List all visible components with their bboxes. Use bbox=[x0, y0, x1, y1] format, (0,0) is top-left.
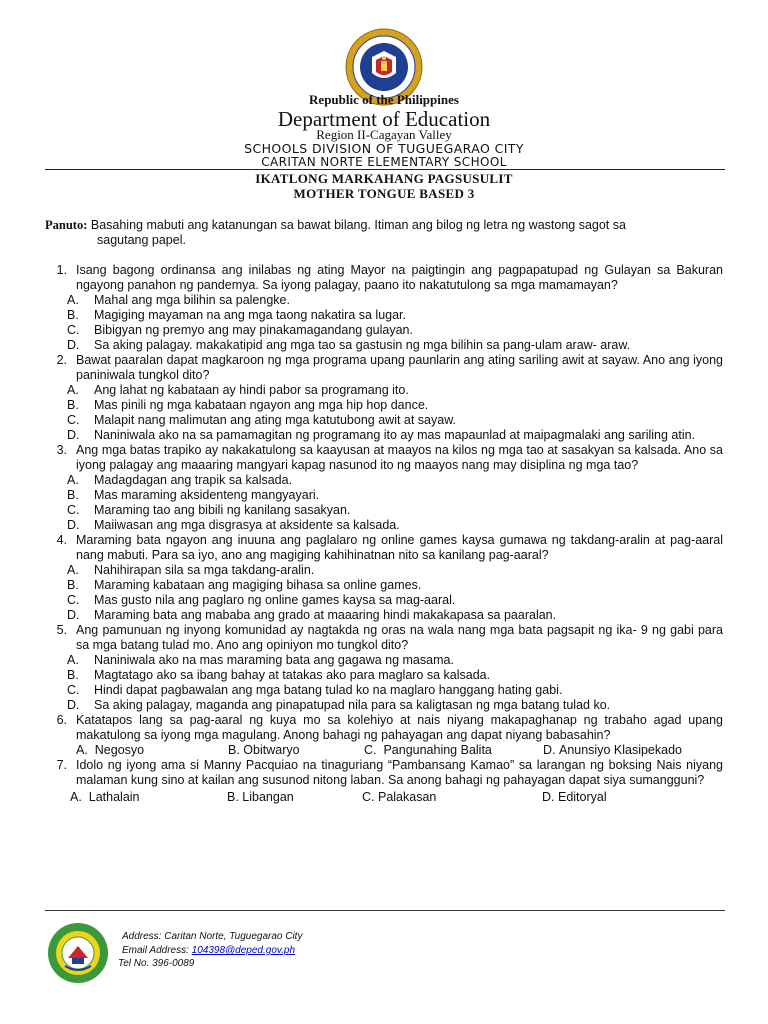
option-letter: B. bbox=[227, 790, 239, 804]
option-text: Maraming tao ang bibili ng kanilang sasakyan. bbox=[94, 503, 351, 517]
question-3 bbox=[45, 443, 727, 533]
option-text: Naniniwala ako na sa pamamagitan ng programang ito ay mas mapaunlad at maipagmalaki ang sariling atin. bbox=[94, 428, 696, 442]
option-letter: D. bbox=[67, 428, 80, 442]
question-number: 7. bbox=[56, 758, 67, 772]
option-letter: A. bbox=[76, 743, 88, 757]
question-stem: Katatapos lang sa pag-aaral ng kuya mo sa kolehiyo at nais niyang makapaghanap ng trabaho agad upang makatulong sa iyong mga magulang. Anong bahagi ng pahayagan ang dapat niyang babasahin? bbox=[76, 713, 723, 742]
option-text: Negosyo bbox=[94, 743, 145, 757]
option-letter: A. bbox=[70, 790, 82, 804]
option-d[interactable] bbox=[45, 698, 727, 713]
question-number: 5. bbox=[56, 623, 67, 637]
option-text: Libangan bbox=[242, 790, 294, 804]
option-text: Nahihirapan sila sa mga takdang-aralin. bbox=[94, 563, 315, 577]
directions-text-cont: sagutang papel. bbox=[97, 233, 186, 247]
option-letter: A. bbox=[67, 473, 79, 487]
footer-contact bbox=[122, 930, 302, 958]
option-d[interactable] bbox=[543, 743, 682, 758]
option-letter: C. bbox=[67, 413, 80, 427]
option-a[interactable] bbox=[45, 383, 727, 398]
option-text: Maraming bata ang mababa ang grado at maaaring hindi makakapasa sa paaralan. bbox=[94, 608, 557, 622]
option-text: Madagdagan ang trapik sa kalsada. bbox=[94, 473, 293, 487]
option-a[interactable] bbox=[76, 743, 144, 758]
option-text: Obitwaryo bbox=[243, 743, 300, 757]
option-letter: D. bbox=[67, 518, 80, 532]
option-text: Sa aking palagay. makakatipid ang mga tao sa gastusin ng mga bilihin sa pang-ulam araw- araw. bbox=[94, 338, 631, 352]
option-c[interactable] bbox=[45, 593, 727, 608]
question-number: 1. bbox=[56, 263, 67, 277]
option-b[interactable] bbox=[227, 790, 294, 805]
option-text: Mahal ang mga bilihin sa palengke. bbox=[94, 293, 290, 307]
region-line: Region II-Cagayan Valley bbox=[316, 127, 452, 142]
footer-email-label: Email Address: bbox=[122, 945, 192, 956]
question-list bbox=[45, 263, 727, 805]
option-letter: B. bbox=[228, 743, 240, 757]
inline-options bbox=[45, 790, 727, 805]
option-a[interactable] bbox=[45, 563, 727, 578]
question-7 bbox=[45, 758, 727, 805]
option-text: Mas pinili ng mga kabataan ngayon ang mga hip hop dance. bbox=[94, 398, 429, 412]
option-text: Sa aking palagay, maganda ang pinapatupad nila para sa kaligtasan ng mga batang tulad ko. bbox=[94, 698, 611, 712]
email-link[interactable]: 104398@deped.gov.ph bbox=[191, 945, 296, 956]
option-text: Anunsiyo Klasipekado bbox=[558, 743, 682, 757]
option-letter: B. bbox=[67, 668, 79, 682]
inline-options bbox=[45, 743, 727, 758]
option-letter: D. bbox=[67, 608, 80, 622]
option-b[interactable] bbox=[45, 398, 727, 413]
subject-title: MOTHER TONGUE BASED 3 bbox=[293, 186, 475, 201]
option-text: Palakasan bbox=[377, 790, 437, 804]
option-text: Lathalain bbox=[88, 790, 140, 804]
option-text: Maraming kabataan ang magiging bihasa sa online games. bbox=[94, 578, 422, 592]
option-text: Hindi dapat pagbawalan ang mga batang tulad ko na maglaro hanggang hating gabi. bbox=[94, 683, 563, 697]
question-number: 2. bbox=[56, 353, 67, 367]
option-d[interactable] bbox=[45, 518, 727, 533]
division-line: SCHOOLS DIVISION OF TUGUEGARAO CITY bbox=[244, 141, 524, 156]
option-text: Naniniwala ako na mas maraming bata ang gagawa ng masama. bbox=[94, 653, 454, 667]
footer-telephone: Tel No. 396-0089 bbox=[118, 958, 195, 969]
option-d[interactable] bbox=[542, 790, 607, 805]
option-b[interactable] bbox=[45, 488, 727, 503]
option-c[interactable] bbox=[45, 413, 727, 428]
option-letter: D. bbox=[67, 698, 80, 712]
option-letter: B. bbox=[67, 398, 79, 412]
option-a[interactable] bbox=[45, 293, 727, 308]
question-stem: Ang mga batas trapiko ay nakakatulong sa kaayusan at maayos na kilos ng mga tao at sasakyan sa kalsada. Ano sa iyong palagay ang maaaring mangyari kapag nasunod ito ng maayos nang may disiplina ng mga tao? bbox=[76, 443, 723, 472]
question-stem: Isang bagong ordinansa ang inilabas ng ating Mayor na paigtingin ang pagpapatupad ng Gulayan sa Bakuran ngayong panahon ng pandemya. Sa iyong palagay, paano ito nakatutulong sa mga mamamayan? bbox=[76, 263, 723, 292]
option-a[interactable] bbox=[70, 790, 140, 805]
question-number: 4. bbox=[56, 533, 67, 547]
republic-line: Republic of the Philippines bbox=[309, 92, 459, 107]
option-c[interactable] bbox=[364, 743, 492, 758]
directions bbox=[45, 218, 725, 248]
option-b[interactable] bbox=[45, 668, 727, 683]
option-a[interactable] bbox=[45, 473, 727, 488]
school-logo-icon bbox=[47, 922, 109, 984]
option-text: Editoryal bbox=[557, 790, 607, 804]
question-6 bbox=[45, 713, 727, 758]
option-b[interactable] bbox=[228, 743, 300, 758]
directions-label: Panuto: bbox=[45, 218, 88, 232]
header-divider bbox=[45, 169, 725, 170]
option-letter: D. bbox=[543, 743, 556, 757]
option-letter: A. bbox=[67, 383, 79, 397]
option-letter: C. bbox=[67, 593, 80, 607]
question-1 bbox=[45, 263, 727, 353]
question-2 bbox=[45, 353, 727, 443]
department-title: Department of Education bbox=[277, 107, 491, 131]
footer-divider bbox=[45, 910, 725, 911]
question-4 bbox=[45, 533, 727, 623]
option-letter: C. bbox=[364, 743, 377, 757]
question-stem: Maraming bata ngayon ang inuuna ang paglalaro ng online games kaysa gumawa ng takdang-aralin at pag-aaral nang mabuti. Para sa iyo, ano ang magiging kahihinatnan nito sa kanilang pag-aaral? bbox=[76, 533, 723, 562]
option-b[interactable] bbox=[45, 578, 727, 593]
option-c[interactable] bbox=[45, 683, 727, 698]
option-text: Ang lahat ng kabataan ay hindi pabor sa programang ito. bbox=[94, 383, 409, 397]
option-letter: C. bbox=[362, 790, 375, 804]
option-text: Mas gusto nila ang paglaro ng online games kaysa sa mag-aaral. bbox=[94, 593, 456, 607]
option-d[interactable] bbox=[45, 338, 727, 353]
exam-title: IKATLONG MARKAHANG PAGSUSULIT bbox=[255, 171, 513, 186]
question-number: 6. bbox=[56, 713, 67, 727]
option-c[interactable] bbox=[362, 790, 436, 805]
option-a[interactable] bbox=[45, 653, 727, 668]
option-text: Magtatago ako sa ibang bahay at tatakas ako para maglaro sa kalsada. bbox=[94, 668, 491, 682]
option-c[interactable] bbox=[45, 503, 727, 518]
footer-address: Address: Caritan Norte, Tuguegarao City bbox=[122, 931, 303, 942]
question-5 bbox=[45, 623, 727, 713]
option-text: Bibigyan ng premyo ang may pinakamagandang gulayan. bbox=[94, 323, 413, 337]
school-name: CARITAN NORTE ELEMENTARY SCHOOL bbox=[261, 155, 507, 169]
option-text: Pangunahing Balita bbox=[383, 743, 492, 757]
option-letter: B. bbox=[67, 488, 79, 502]
question-number: 3. bbox=[56, 443, 67, 457]
option-letter: B. bbox=[67, 308, 79, 322]
option-letter: A. bbox=[67, 653, 79, 667]
option-letter: C. bbox=[67, 683, 80, 697]
option-text: Mas maraming aksidenteng mangyayari. bbox=[94, 488, 320, 502]
option-text: Magiging mayaman na ang mga taong nakatira sa lugar. bbox=[94, 308, 406, 322]
question-stem: Idolo ng iyong ama si Manny Pacquiao na tinaguriang “Pambansang Kamao” sa larangan ng boksing Nais niyang malaman kung sino at kailan ang susunod nitong laban. Sa anong bahagi ng pahayagan dapat siya sumangguni? bbox=[76, 758, 723, 787]
option-letter: D. bbox=[542, 790, 555, 804]
option-d[interactable] bbox=[45, 608, 727, 623]
directions-text: Basahing mabuti ang katanungan sa bawat bilang. Itiman ang bilog ng letra ng wastong sagot sa bbox=[90, 218, 626, 232]
option-letter: A. bbox=[67, 293, 79, 307]
question-stem: Ang pamunuan ng inyong komunidad ay nagtakda ng oras na wala nang mga bata pagsapit ng ika- 9 ng gabi para sa mga batang tulad mo. Ano ang opiniyon mo tungkol dito? bbox=[76, 623, 723, 652]
option-text: Maiiwasan ang mga disgrasya at aksidente sa kalsada. bbox=[94, 518, 400, 532]
option-b[interactable] bbox=[45, 308, 727, 323]
footer-email-line bbox=[122, 944, 302, 958]
option-c[interactable] bbox=[45, 323, 727, 338]
option-letter: B. bbox=[67, 578, 79, 592]
option-d[interactable] bbox=[45, 428, 727, 443]
option-letter: C. bbox=[67, 503, 80, 517]
option-text: Malapit nang malimutan ang ating mga katutubong awit at sayaw. bbox=[94, 413, 457, 427]
question-stem: Bawat paaralan dapat magkaroon ng mga programa upang paunlarin ang ating sariling awit at sayaw. Ano ang iyong paniniwala tungkol dito? bbox=[76, 353, 723, 382]
option-letter: A. bbox=[67, 563, 79, 577]
option-letter: D. bbox=[67, 338, 80, 352]
option-letter: C. bbox=[67, 323, 80, 337]
